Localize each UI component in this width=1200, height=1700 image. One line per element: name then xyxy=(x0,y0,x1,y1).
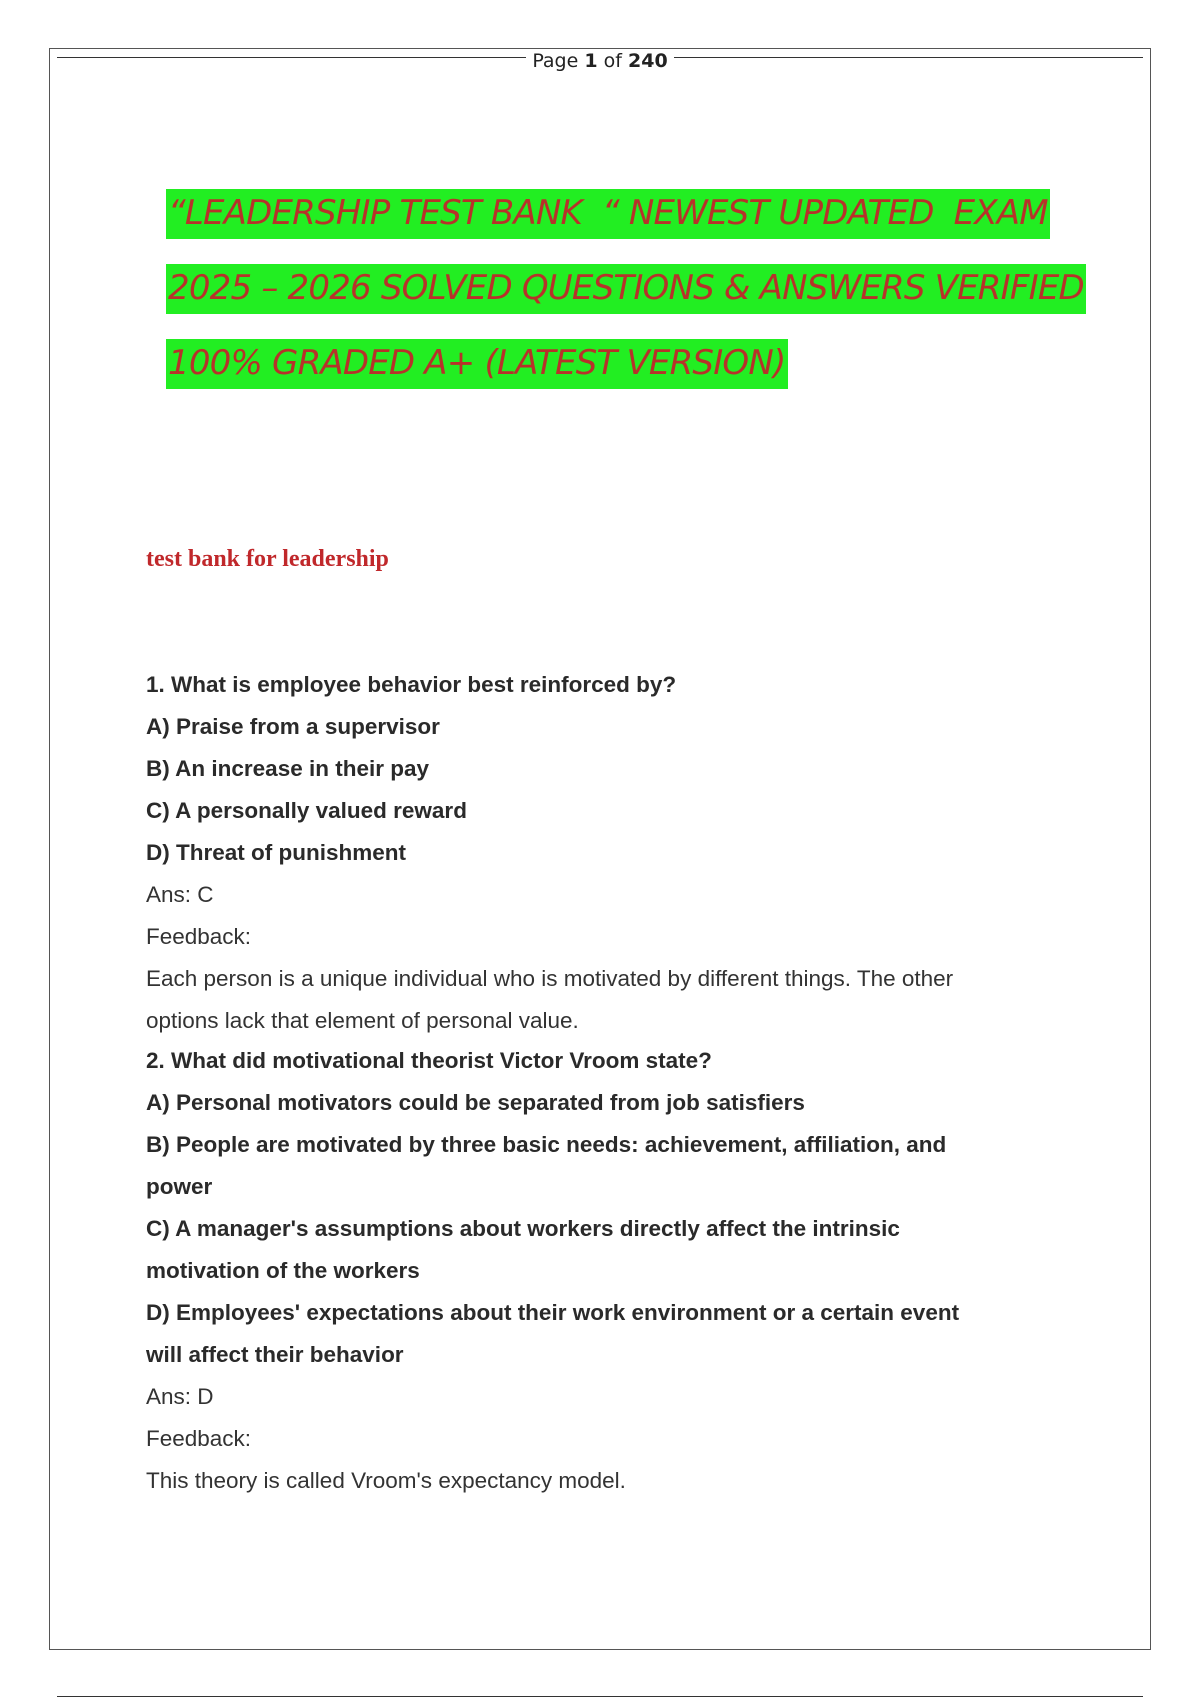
question-2-feedback-line-1: This theory is called Vroom's expectancy model. xyxy=(146,1468,626,1493)
title-line-3-text: 100% GRADED A+ (LATEST VERSION) xyxy=(166,339,787,389)
question-1: 1. What is employee behavior best reinforced by? xyxy=(146,672,677,697)
question-2-answer: Ans: D xyxy=(146,1384,214,1409)
question-1-feedback-line-2: options lack that element of personal value. xyxy=(146,1008,579,1033)
title-line-2 xyxy=(146,228,1086,308)
question-1-feedback-line-1: Each person is a unique individual who is motivated by different things. The other xyxy=(146,966,954,991)
title-line-3 xyxy=(146,303,788,383)
page-total: 240 xyxy=(628,50,668,72)
question-1-option-d: D) Threat of punishment xyxy=(146,840,406,865)
question-1-option-a: A) Praise from a supervisor xyxy=(146,714,440,739)
page-of: of xyxy=(603,50,622,72)
question-2-option-c-cont: motivation of the workers xyxy=(146,1258,420,1283)
question-2-option-b: B) People are motivated by three basic needs: achievement, affiliation, and xyxy=(146,1132,947,1157)
page-number xyxy=(0,50,1200,72)
question-2: 2. What did motivational theorist Victor Vroom state? xyxy=(146,1048,712,1073)
question-2-option-c: C) A manager's assumptions about workers directly affect the intrinsic xyxy=(146,1216,900,1241)
title-line-2-text: 2025 – 2026 SOLVED QUESTIONS & ANSWERS VERIFIED xyxy=(166,264,1086,314)
question-1-feedback-label: Feedback: xyxy=(146,924,252,949)
subtitle: test bank for leadership xyxy=(146,546,389,572)
title-line-1-text: “LEADERSHIP TEST BANK “ NEWEST UPDATED EXAM xyxy=(166,189,1050,239)
question-1-answer: Ans: C xyxy=(146,882,214,907)
question-2-option-b-cont: power xyxy=(146,1174,213,1199)
title-line-1 xyxy=(146,153,1050,233)
question-2-feedback-label: Feedback: xyxy=(146,1426,252,1451)
question-2-option-d: D) Employees' expectations about their work environment or a certain event xyxy=(146,1300,960,1325)
question-1-option-c: C) A personally valued reward xyxy=(146,798,467,823)
question-2-option-a: A) Personal motivators could be separated from job satisfiers xyxy=(146,1090,805,1115)
page-current: 1 xyxy=(584,50,598,72)
question-2-option-d-cont: will affect their behavior xyxy=(146,1342,404,1367)
bottom-rule xyxy=(57,1696,1143,1697)
question-1-option-b: B) An increase in their pay xyxy=(146,756,429,781)
page-prefix: Page xyxy=(532,50,579,72)
